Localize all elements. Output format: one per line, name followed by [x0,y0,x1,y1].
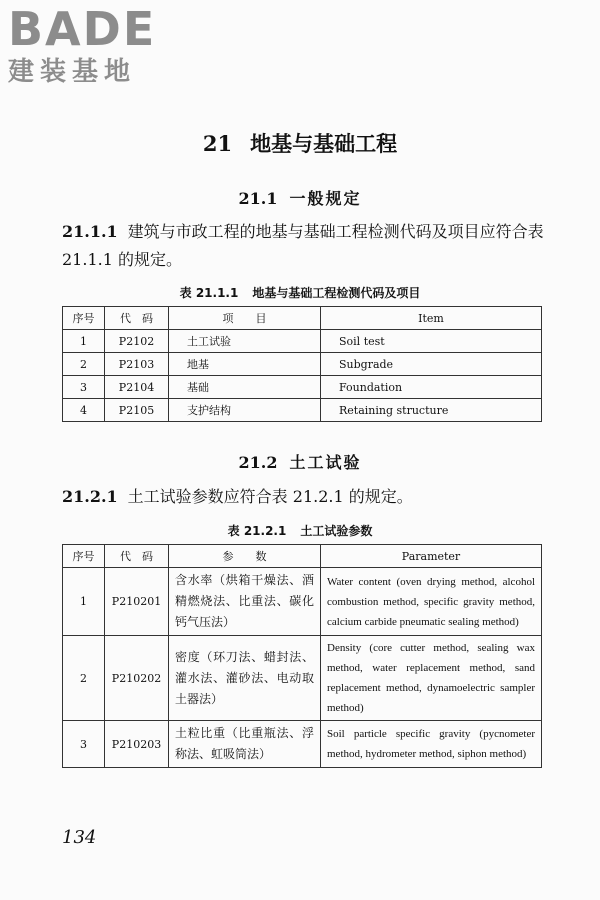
cell-seq: 1 [63,568,105,636]
table-row [63,330,542,353]
cell-parameter-cn: 土粒比重（比重瓶法、浮称法、虹吸筒法） [169,721,321,768]
chapter-heading [0,128,600,158]
table-caption-number: 表 21.1.1 [179,286,239,300]
section-title: 土工试验 [289,453,362,472]
header-seq: 序号 [63,307,105,330]
cell-seq: 3 [63,721,105,768]
cell-seq: 3 [63,376,105,399]
clause-21-2-1 [62,483,546,511]
header-item-en: Item [321,307,542,330]
header-code: 代 码 [105,307,169,330]
header-code: 代 码 [105,545,169,568]
table-row [63,353,542,376]
header-seq: 序号 [63,545,105,568]
cell-item-en: Foundation [321,376,542,399]
cell-code: P2103 [105,353,169,376]
page-number: 134 [62,827,97,848]
clause-number: 21.1.1 [62,222,118,241]
header-item-cn: 项 目 [169,307,321,330]
table-header-row [63,545,542,568]
table-caption-number: 表 21.2.1 [227,524,287,538]
cell-code: P2105 [105,399,169,422]
table-caption-title: 地基与基础工程检测代码及项目 [252,286,421,300]
cell-item-cn: 土工试验 [169,330,321,353]
cell-code: P2102 [105,330,169,353]
chapter-number: 21 [202,131,233,156]
table-row [63,399,542,422]
cell-parameter-cn: 含水率（烘箱干燥法、酒精燃烧法、比重法、碳化钙气压法） [169,568,321,636]
cell-item-cn: 基础 [169,376,321,399]
cell-item-cn: 支护结构 [169,399,321,422]
cell-item-en: Retaining structure [321,399,542,422]
table-header-row [63,307,542,330]
section-heading-21-2 [0,450,600,473]
cell-parameter-en: Soil particle specific gravity (pycnometer method, hydrometer method, siphon method) [321,721,542,768]
cell-parameter-cn: 密度（环刀法、蜡封法、灌水法、灌砂法、电动取土器法） [169,636,321,721]
clause-number: 21.2.1 [62,487,118,506]
table-row [63,376,542,399]
cell-code: P210201 [105,568,169,636]
logo-subtitle: 建装基地 [8,57,137,87]
cell-code: P210202 [105,636,169,721]
cell-seq: 2 [63,353,105,376]
cell-code: P210203 [105,721,169,768]
header-parameter-cn: 参 数 [169,545,321,568]
clause-text: 土工试验参数应符合表 21.2.1 的规定。 [127,487,413,506]
clause-text: 建筑与市政工程的地基与基础工程检测代码及项目应符合表 21.1.1 的规定。 [62,222,544,269]
cell-item-en: Subgrade [321,353,542,376]
cell-seq: 1 [63,330,105,353]
section-heading-21-1 [0,186,600,209]
chapter-title: 地基与基础工程 [250,131,398,156]
table-caption-21-2-1 [0,522,600,539]
section-number: 21.1 [238,189,278,208]
cell-item-en: Soil test [321,330,542,353]
cell-code: P2104 [105,376,169,399]
cell-seq: 2 [63,636,105,721]
logo [8,4,178,88]
cell-seq: 4 [63,399,105,422]
cell-item-cn: 地基 [169,353,321,376]
inspection-code-table [62,306,542,422]
table-caption-21-1-1 [0,284,600,301]
table-caption-title: 土工试验参数 [300,524,373,538]
table-row [63,568,542,636]
logo-word: BADE [8,2,157,56]
table-row [63,721,542,768]
section-title: 一般规定 [289,189,362,208]
soil-test-parameter-table [62,544,542,768]
cell-parameter-en: Density (core cutter method, sealing wax method, water replacement method, sand replacement method, dynamoelectric sampler method) [321,636,542,721]
table-row [63,636,542,721]
clause-21-1-1 [62,218,546,274]
header-parameter-en: Parameter [321,545,542,568]
cell-parameter-en: Water content (oven drying method, alcohol combustion method, specific gravity method, calcium carbide pneumatic sealing method) [321,568,542,636]
section-number: 21.2 [238,453,278,472]
